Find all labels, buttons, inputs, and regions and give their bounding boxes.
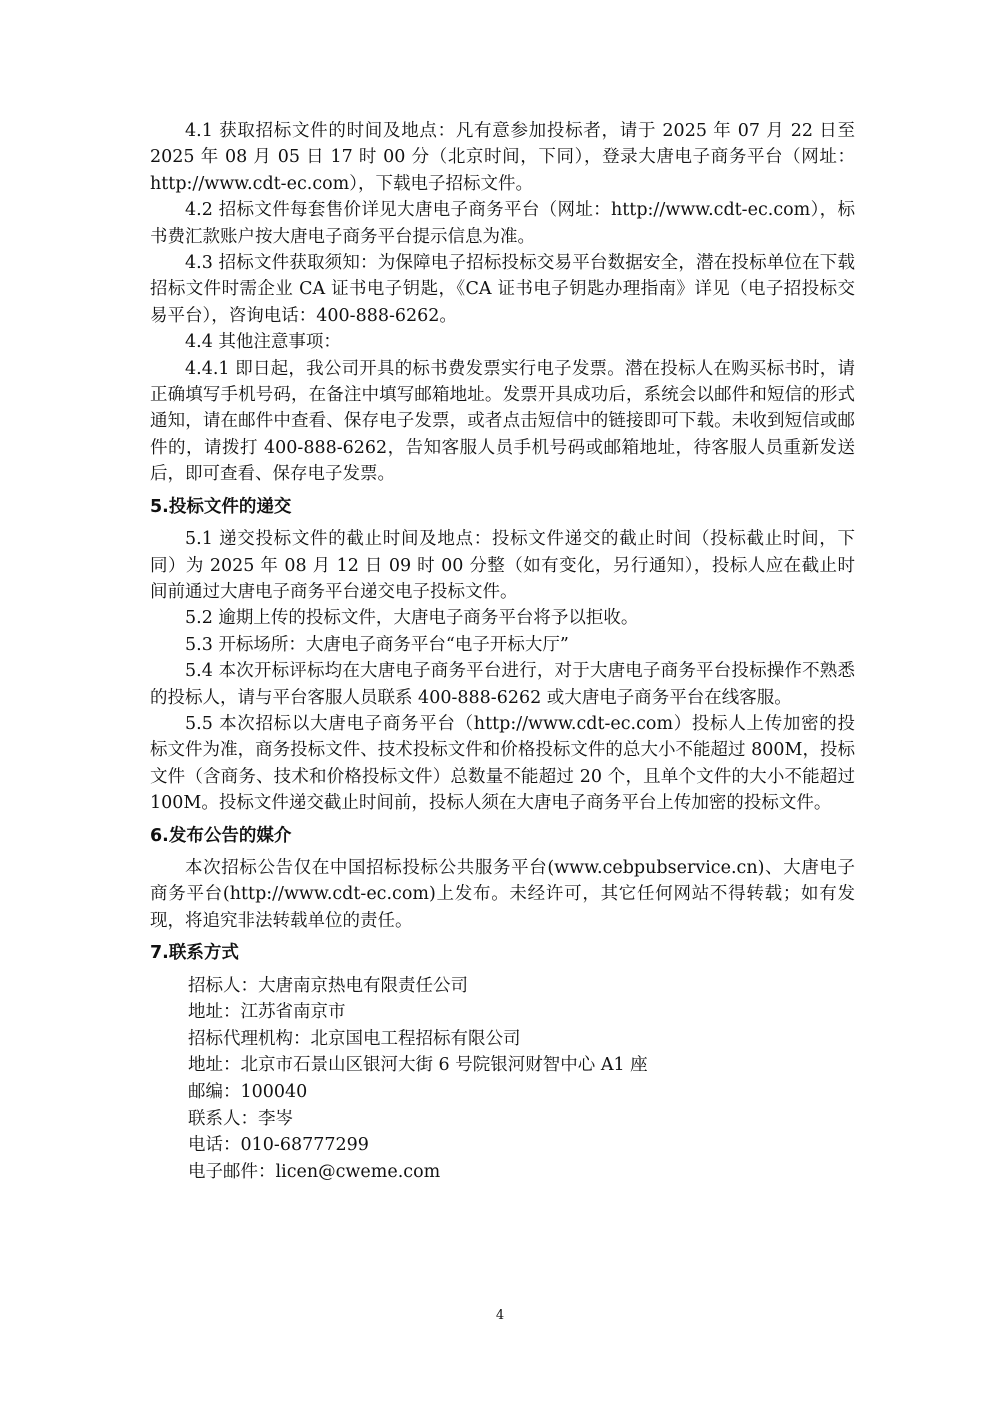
section-7-heading: 7.联系方式 bbox=[150, 943, 239, 964]
section-4-body bbox=[150, 118, 855, 488]
section-5-heading: 5.投标文件的递交 bbox=[150, 496, 292, 517]
contact-phone: 电话：010-68777299 bbox=[188, 1135, 369, 1156]
paragraph-4-3: 4.3 招标文件获取须知：为保障电子招标投标交易平台数据安全，潜在投标单位在下载招标文件时需企业 CA 证书电子钥匙，《CA 证书电子钥匙办理指南》详见（电子招投标交易平台），咨询电话：400-888-6262。 bbox=[150, 253, 855, 326]
paragraph-4-4: 4.4 其他注意事项： bbox=[185, 332, 341, 353]
contact-tenderer: 招标人：大唐南京热电有限责任公司 bbox=[188, 975, 468, 996]
paragraph-5-3: 5.3 开标场所：大唐电子商务平台“电子开标大厅” bbox=[185, 634, 569, 655]
paragraph-4-2: 4.2 招标文件每套售价详见大唐电子商务平台（网址：http://www.cdt-ec.com），标书费汇款账户按大唐电子商务平台提示信息为准。 bbox=[150, 200, 855, 247]
contact-person: 联系人：李岑 bbox=[188, 1108, 293, 1129]
contact-agency: 招标代理机构：北京国电工程招标有限公司 bbox=[188, 1028, 521, 1049]
page-content bbox=[150, 118, 855, 1185]
paragraph-5-2: 5.2 逾期上传的投标文件，大唐电子商务平台将予以拒收。 bbox=[185, 608, 639, 629]
page-number: 4 bbox=[495, 1308, 505, 1323]
paragraph-6-1: 本次招标公告仅在中国招标投标公共服务平台(www.cebpubservice.cn)、大唐电子商务平台(http://www.cdt-ec.com)上发布。未经许可，其它任何网站不得转载；如有发现，将追究非法转载单位的责任。 bbox=[150, 857, 855, 931]
contact-agency-address: 地址：北京市石景山区银河大街 6 号院银河财智中心 A1 座 bbox=[188, 1055, 648, 1076]
paragraph-5-1: 5.1 递交投标文件的截止时间及地点：投标文件递交的截止时间（投标截止时间，下同）为 2025 年 08 月 12 日 09 时 00 分整（如有变化，另行通知），投标人应在截止时间前通过大唐电子商务平台递交电子投标文件。 bbox=[150, 529, 855, 602]
section-5-body bbox=[150, 526, 855, 816]
contact-tenderer-address: 地址：江苏省南京市 bbox=[188, 1002, 346, 1023]
paragraph-5-5: 5.5 本次招标以大唐电子商务平台（http://www.cdt-ec.com）投标人上传加密的投标文件为准，商务投标文件、技术投标文件和价格投标文件的总大小不能超过 800M，投标文件（含商务、技术和价格投标文件）总数量不能超过 20 个，且单个文件的大小不能超过 100M。投标文件递交截止时间前，投标人须在大唐电子商务平台上传加密的投标文件。 bbox=[150, 713, 855, 814]
section-6-body bbox=[150, 855, 855, 934]
paragraph-4-4-1: 4.4.1 即日起，我公司开具的标书费发票实行电子发票。潜在投标人在购买标书时，请正确填写手机号码，在备注中填写邮箱地址。发票开具成功后，系统会以邮件和短信的形式通知，请在邮件中查看、保存电子发票，或者点击短信中的链接即可下载。未收到短信或邮件的，请拨打 400-888-6262，告知客服人员手机号码或邮箱地址，待客服人员重新发送后，即可查看、保存电子发票。 bbox=[150, 358, 855, 485]
section-6-heading: 6.发布公告的媒介 bbox=[150, 825, 292, 846]
contact-email: 电子邮件：licen@cweme.com bbox=[188, 1161, 441, 1182]
contact-list bbox=[150, 973, 855, 1186]
paragraph-4-1: 4.1 获取招标文件的时间及地点：凡有意参加投标者，请于 2025 年 07 月 22 日至 2025 年 08 月 05 日 17 时 00 分（北京时间，下同），登录大唐电子商务平台（网址：http://www.cdt-ec.com），下载电子招标文件。 bbox=[150, 121, 855, 194]
contact-postcode: 邮编：100040 bbox=[188, 1081, 308, 1102]
paragraph-5-4: 5.4 本次开标评标均在大唐电子商务平台进行，对于大唐电子商务平台投标操作不熟悉的投标人，请与平台客服人员联系 400-888-6262 或大唐电子商务平台在线客服。 bbox=[150, 661, 855, 708]
